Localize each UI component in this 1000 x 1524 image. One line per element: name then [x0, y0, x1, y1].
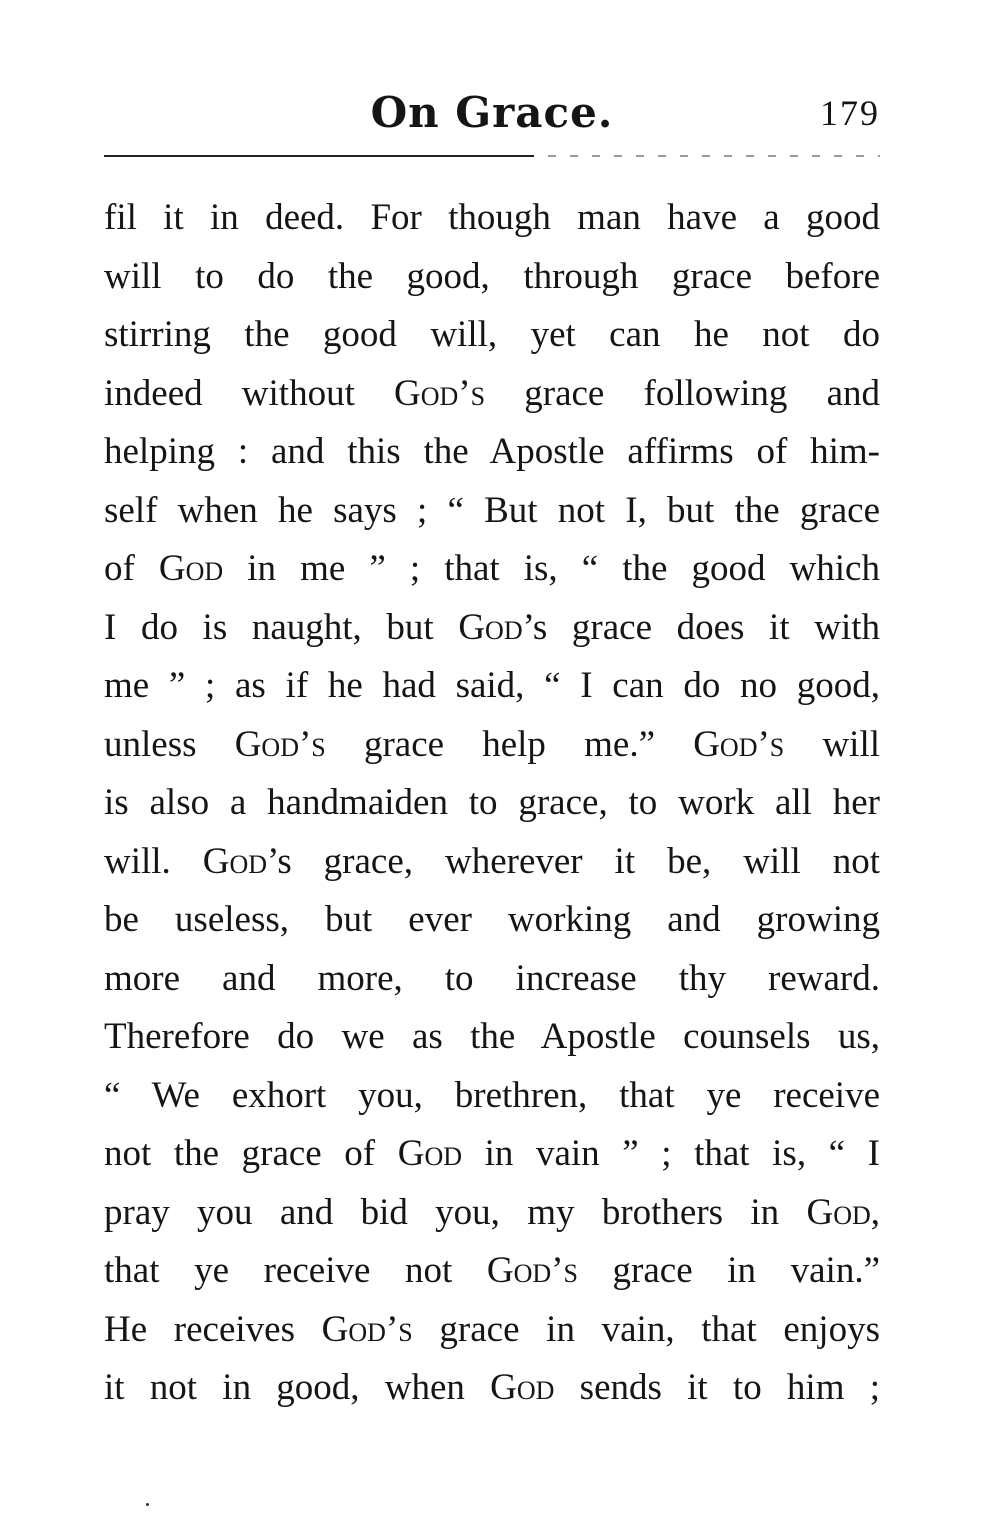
small-caps-god: God: [158, 548, 224, 589]
small-caps-god: God: [490, 1367, 555, 1408]
header-rule: [104, 155, 880, 157]
text-line: helping : and this the Apostle affirms of him-: [104, 431, 880, 472]
small-caps-god: God: [458, 606, 523, 648]
small-caps-god: God: [397, 1133, 462, 1174]
text-line: He receives God’s grace in vain, that enjoys: [104, 1308, 880, 1350]
text-line: “ We exhort you, brethren, that ye receive: [104, 1074, 880, 1116]
text-line: will to do the good, through grace before: [104, 255, 880, 297]
small-caps-god: God’s: [486, 1250, 578, 1291]
text-line: self when he says ; “ But not I, but the grace: [104, 489, 880, 531]
body-text: [104, 189, 880, 1418]
text-line: that ye receive not God’s grace in vain.”: [104, 1250, 880, 1291]
text-line: fil it in deed. For though man have a good: [104, 197, 880, 238]
text-line: stirring the good will, yet can he not do: [104, 314, 880, 355]
small-caps-god: God’s: [234, 723, 326, 765]
small-caps-god: God’s: [321, 1308, 413, 1350]
text-line: will. God’s grace, wherever it be, will not: [104, 840, 880, 882]
text-line: more and more, to increase thy reward.: [104, 957, 880, 999]
scan-speck: [146, 1503, 149, 1506]
small-caps-god: God: [806, 1191, 871, 1233]
text-line: me ” ; as if he had said, “ I can do no good,: [104, 665, 880, 706]
header-rule-broken-segment: [534, 155, 880, 157]
text-line: be useless, but ever working and growing: [104, 899, 880, 940]
text-line: I do is naught, but God’s grace does it with: [104, 606, 880, 648]
text-line: unless God’s grace help me.” God’s will: [104, 723, 880, 765]
text-line: not the grace of God in vain ” ; that is, “ I: [104, 1133, 880, 1174]
small-caps-god: God’s: [693, 723, 785, 765]
running-title: On Grace.: [370, 88, 614, 137]
page-number: 179: [820, 93, 880, 133]
small-caps-god: God’s: [394, 372, 486, 414]
text-line: indeed without God’s grace following and: [104, 372, 880, 414]
text-line: pray you and bid you, my brothers in God,: [104, 1191, 880, 1233]
text-line: it not in good, when God sends it to him ;: [104, 1367, 880, 1408]
text-line: is also a handmaiden to grace, to work all her: [104, 782, 880, 823]
running-head: [104, 88, 880, 148]
small-caps-god: God: [202, 840, 268, 882]
text-line: of God in me ” ; that is, “ the good which: [104, 548, 880, 589]
text-line: Therefore do we as the Apostle counsels us,: [104, 1016, 880, 1057]
